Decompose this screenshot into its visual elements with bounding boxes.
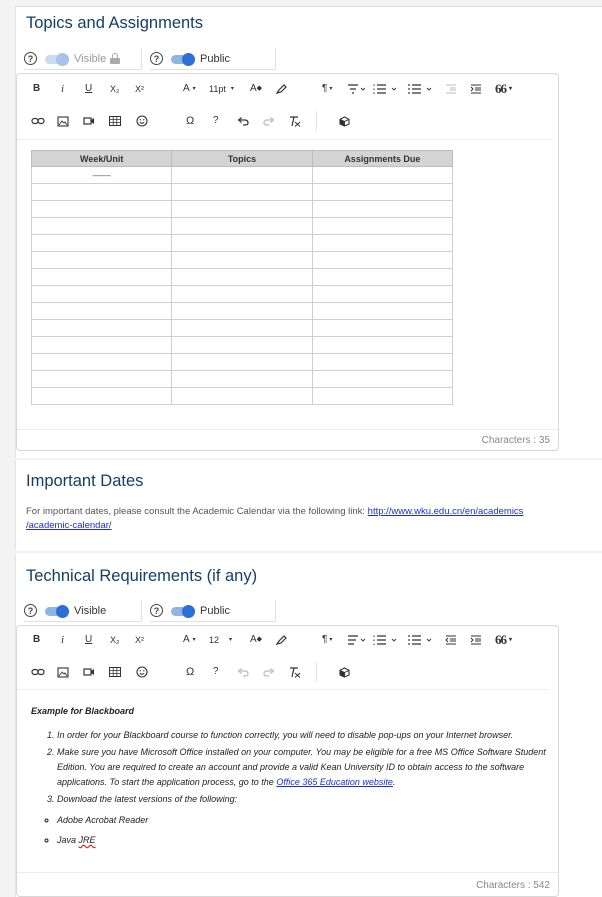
table-cell[interactable] — [312, 303, 452, 320]
table-icon[interactable] — [109, 664, 121, 680]
special-characters-button[interactable]: Ω — [186, 115, 195, 127]
table-cell[interactable] — [172, 337, 312, 354]
public-toggle[interactable] — [171, 605, 195, 617]
public-toggle[interactable] — [171, 53, 195, 65]
topics-section — [15, 6, 602, 458]
rich-text-editor[interactable] — [16, 73, 559, 451]
italic-button[interactable]: i — [61, 634, 65, 646]
toolbar-row-2 — [17, 113, 558, 141]
font-size-select[interactable]: 11pt ▾ — [209, 81, 234, 97]
list-item: 1. In order for your Blackboard course to function correctly, you will need to disable pop-ups on your Internet browser. — [57, 728, 551, 743]
table-row[interactable] — [32, 218, 453, 235]
table-row[interactable] — [32, 303, 453, 320]
table-cell[interactable] — [312, 235, 452, 252]
underline-button[interactable]: U — [85, 634, 93, 645]
bold-button[interactable]: B — [33, 83, 41, 94]
font-size-select[interactable]: 12 ▾ — [209, 632, 232, 648]
redo-icon[interactable] — [263, 113, 275, 129]
table-icon[interactable] — [109, 113, 121, 129]
character-count: Characters : 35 — [481, 435, 550, 446]
table-body — [32, 167, 453, 405]
list-item: 3. Download the latest versions of the following: — [57, 792, 551, 807]
table-cell[interactable] — [32, 201, 172, 218]
clear-format-icon[interactable] — [289, 664, 301, 680]
italic-button[interactable]: i — [61, 83, 65, 95]
ordered-list-icon[interactable] — [373, 81, 397, 97]
table-cell[interactable] — [172, 167, 312, 184]
superscript-button[interactable]: X² — [135, 84, 144, 94]
table-cell[interactable] — [32, 184, 172, 201]
table-cell[interactable] — [32, 320, 172, 337]
office-365-link[interactable]: Office 365 Education website — [276, 777, 393, 787]
table-row[interactable] — [32, 388, 453, 405]
cube-icon[interactable] — [339, 113, 350, 129]
table-cell[interactable] — [32, 235, 172, 252]
content-heading: Example for Blackboard — [31, 706, 135, 716]
superscript-button[interactable]: X² — [135, 635, 144, 645]
public-label: Public — [200, 604, 230, 617]
bold-button[interactable]: B — [33, 634, 41, 645]
table-cell[interactable] — [172, 303, 312, 320]
indent-icon[interactable] — [470, 632, 482, 648]
tech-section — [15, 553, 602, 897]
table-cell[interactable] — [32, 371, 172, 388]
table-cell[interactable] — [312, 269, 452, 286]
link-icon[interactable] — [31, 113, 45, 129]
text-color-icon[interactable]: A ◆ — [250, 83, 263, 94]
special-characters-button[interactable]: Ω — [186, 666, 195, 678]
table-cell[interactable] — [32, 218, 172, 235]
table-cell[interactable] — [32, 269, 172, 286]
character-count: Characters : 542 — [476, 880, 550, 891]
table-cell[interactable] — [312, 320, 452, 337]
table-cell[interactable] — [32, 337, 172, 354]
font-family-button[interactable]: A ▾ — [183, 81, 196, 97]
table-cell[interactable] — [172, 184, 312, 201]
table-cell[interactable] — [312, 286, 452, 303]
visibility-row — [24, 600, 276, 622]
chevron-down-icon: ▾ — [509, 637, 512, 643]
help-button[interactable]: ? — [213, 115, 219, 126]
table-row[interactable] — [32, 184, 453, 201]
table-row[interactable] — [32, 269, 453, 286]
chevron-down-icon: ▾ — [329, 637, 333, 643]
visibility-toggle[interactable] — [45, 605, 69, 617]
table-cell[interactable] — [172, 388, 312, 405]
visibility-group — [24, 600, 142, 622]
underline-button[interactable]: U — [85, 83, 93, 94]
table-cell[interactable] — [172, 269, 312, 286]
list-item: ◦ Java JRE — [57, 833, 551, 847]
section-title: Important Dates — [26, 472, 144, 490]
rich-text-editor[interactable] — [16, 625, 559, 897]
download-list — [57, 813, 551, 847]
table-row[interactable] — [32, 371, 453, 388]
emoji-icon[interactable] — [136, 113, 148, 129]
quote-button[interactable]: 66 ▾ — [495, 632, 512, 647]
chevron-down-icon: ▾ — [229, 637, 233, 643]
chevron-down-icon: ▾ — [230, 86, 234, 92]
table-row[interactable] — [32, 337, 453, 354]
table-cell[interactable] — [312, 201, 452, 218]
editor-content[interactable] — [31, 706, 551, 853]
ordered-list-icon[interactable] — [373, 632, 397, 648]
table-cell[interactable] — [172, 286, 312, 303]
cube-icon[interactable] — [339, 664, 350, 680]
clear-format-icon[interactable] — [289, 113, 301, 129]
table-header-week[interactable]: Week/Unit — [32, 151, 172, 167]
table-row[interactable] — [32, 201, 453, 218]
table-cell[interactable] — [312, 218, 452, 235]
help-button[interactable]: ? — [213, 666, 219, 677]
help-icon[interactable]: ? — [150, 604, 163, 617]
table-cell[interactable] — [32, 303, 172, 320]
public-group — [150, 600, 276, 622]
table-cell[interactable] — [32, 354, 172, 371]
lock-icon — [110, 53, 120, 64]
font-family-button[interactable]: A ▾ — [183, 632, 196, 648]
table-row[interactable] — [32, 286, 453, 303]
table-cell[interactable] — [172, 354, 312, 371]
public-group — [150, 48, 276, 70]
dates-text: For important dates, please consult the Academic Calendar via the following link: http://www.wku.edu.cn/en/academics /academic-calendar/ — [26, 506, 524, 531]
image-icon[interactable] — [57, 113, 69, 129]
text-color-icon[interactable]: A ◆ — [250, 634, 263, 645]
table-row[interactable] — [32, 252, 453, 269]
help-icon[interactable]: ? — [150, 52, 163, 65]
topics-table[interactable] — [31, 150, 453, 405]
toolbar-row-1 — [17, 81, 558, 109]
outdent-icon[interactable] — [445, 81, 457, 97]
outdent-icon[interactable] — [445, 632, 457, 648]
dates-section — [15, 460, 602, 551]
table-cell[interactable] — [32, 388, 172, 405]
link-icon[interactable] — [31, 664, 45, 680]
table-row[interactable] — [32, 320, 453, 337]
section-title: Topics and Assignments — [26, 14, 204, 32]
table-cell[interactable] — [312, 184, 452, 201]
chevron-down-icon: ▾ — [192, 637, 196, 643]
undo-icon[interactable] — [237, 113, 249, 129]
table-header-topics[interactable]: Topics — [172, 151, 312, 167]
align-icon[interactable] — [347, 81, 365, 97]
bullet-list-icon[interactable] — [408, 81, 432, 97]
chevron-down-icon: ▾ — [509, 86, 512, 92]
table-header-assignments[interactable]: Assignments Due — [312, 151, 452, 167]
table-cell[interactable]: —— — [32, 167, 172, 184]
table-cell[interactable] — [172, 218, 312, 235]
help-icon[interactable]: ? — [24, 604, 37, 617]
paragraph-format-button[interactable]: ¶ ▾ — [322, 632, 332, 648]
redo-icon[interactable] — [263, 664, 275, 680]
video-icon[interactable] — [83, 113, 95, 129]
table-cell[interactable] — [312, 354, 452, 371]
table-cell[interactable] — [312, 388, 452, 405]
table-cell[interactable] — [32, 252, 172, 269]
table-row[interactable] — [32, 354, 453, 371]
align-icon[interactable] — [347, 632, 365, 648]
video-icon[interactable] — [83, 664, 95, 680]
toolbar-row-1 — [17, 632, 558, 660]
table-cell[interactable] — [312, 371, 452, 388]
emoji-icon[interactable] — [136, 664, 148, 680]
highlighter-icon[interactable] — [275, 632, 287, 648]
table-cell[interactable] — [172, 371, 312, 388]
visibility-group — [24, 48, 142, 70]
bullet-list-icon[interactable] — [408, 632, 432, 648]
help-icon[interactable]: ? — [24, 52, 37, 65]
table-cell[interactable] — [312, 252, 452, 269]
undo-icon[interactable] — [237, 664, 249, 680]
quote-button[interactable]: 66 ▾ — [495, 81, 512, 96]
section-title: Technical Requirements (if any) — [26, 567, 258, 585]
table-row[interactable] — [32, 167, 453, 184]
table-row[interactable] — [32, 235, 453, 252]
chevron-down-icon: ▾ — [329, 86, 333, 92]
visibility-label: Visible — [74, 52, 107, 65]
list-item: ◦ Adobe Acrobat Reader — [57, 813, 551, 827]
image-icon[interactable] — [57, 664, 69, 680]
subscript-button[interactable]: X₂ — [110, 635, 120, 645]
table-cell[interactable] — [172, 252, 312, 269]
list-item: 2. Make sure you have Microsoft Office installed on your computer. You may be eligible for a free MS Office Software Student Edition. You are required to create an account and provide a valid Kean University ID to obtain access to the software applications. To start the application process, go to the Office 365 Education website. — [57, 745, 551, 790]
requirements-list — [57, 728, 551, 807]
toolbar-row-2 — [17, 664, 558, 692]
public-label: Public — [200, 52, 230, 65]
paragraph-format-button[interactable]: ¶ ▾ — [322, 81, 332, 97]
table-cell[interactable] — [312, 167, 452, 184]
highlighter-icon[interactable] — [275, 81, 287, 97]
visibility-toggle[interactable] — [45, 53, 69, 65]
table-cell[interactable] — [172, 235, 312, 252]
academic-calendar-link[interactable]: http://www.wku.edu.cn/en/academics /academic-calendar/ — [26, 506, 524, 531]
chevron-down-icon: ▾ — [192, 86, 196, 92]
table-cell[interactable] — [312, 337, 452, 354]
indent-icon[interactable] — [470, 81, 482, 97]
visibility-label: Visible — [74, 604, 107, 617]
subscript-button[interactable]: X₂ — [110, 84, 120, 94]
table-cell[interactable] — [32, 286, 172, 303]
visibility-row — [24, 48, 276, 70]
table-cell[interactable] — [172, 201, 312, 218]
table-cell[interactable] — [172, 320, 312, 337]
